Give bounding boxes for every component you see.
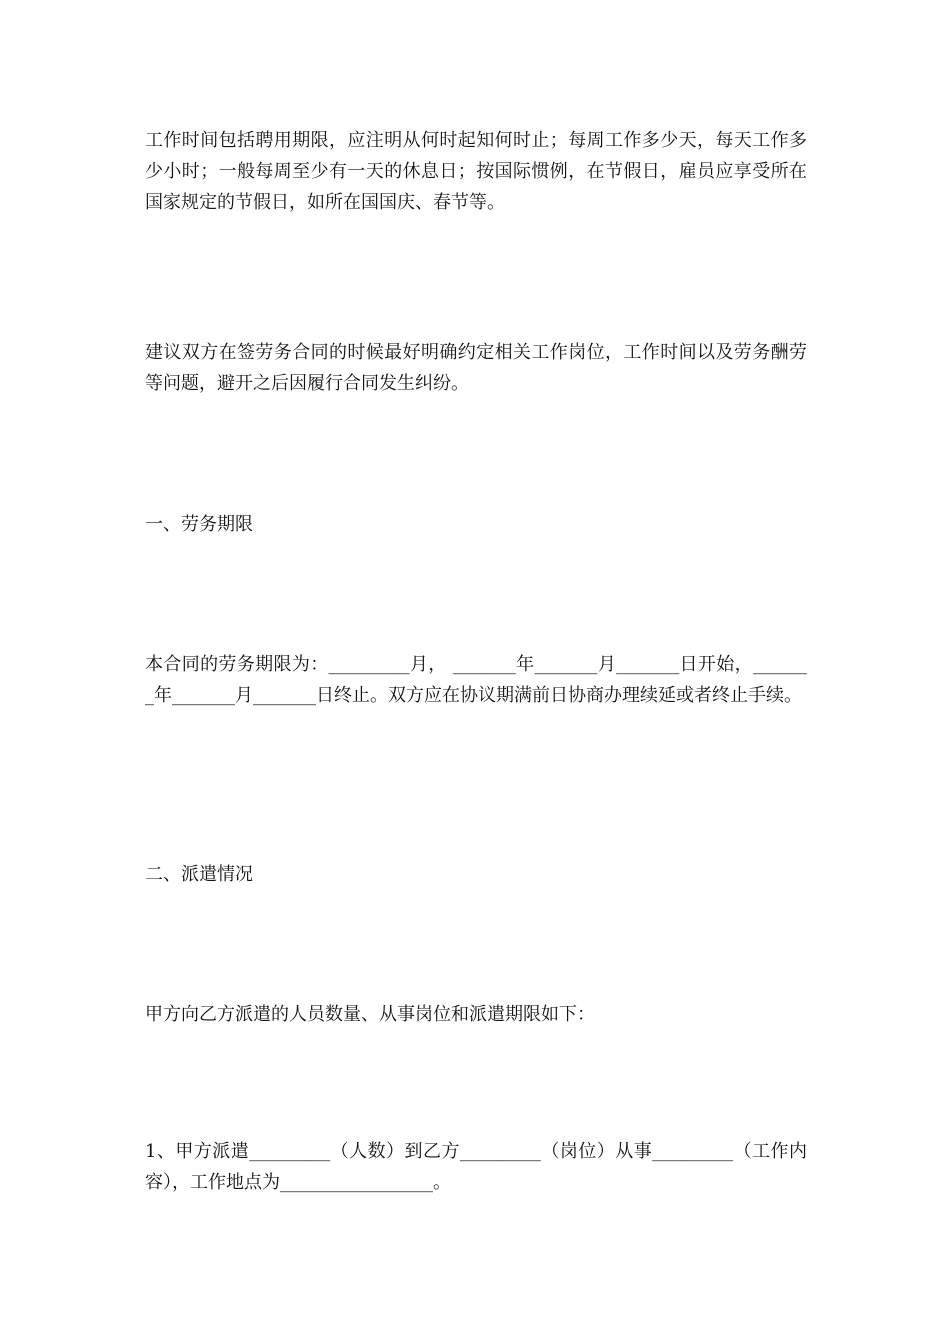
- paragraph-term-clause: 本合同的劳务期限为：_________月， _______年_______月_______日开始，_______年_______月_______日终止。双方应在协议期满前日协商办理续延或者终止手续。: [145, 654, 807, 706]
- section-heading-dispatch: 二、派遣情况: [145, 864, 253, 885]
- paragraph-working-hours: 工作时间包括聘用期限，应注明从何时起知何时止；每周工作多少天，每天工作多少小时；一般每周至少有一天的休息日；按国际惯例，在节假日，雇员应享受所在国家规定的节假日，如所在国国庆、春节等。: [145, 130, 807, 213]
- paragraph-advice: 建议双方在签劳务合同的时候最好明确约定相关工作岗位，工作时间以及劳务酬劳等问题，避开之后因履行合同发生纠纷。: [145, 342, 807, 394]
- paragraph-dispatch-item-1: 1、甲方派遣_________（人数）到乙方_________（岗位）从事_________（工作内容），工作地点为_________________。: [145, 1141, 807, 1193]
- paragraph-dispatch-intro: 甲方向乙方派遣的人员数量、从事岗位和派遣期限如下：: [145, 1004, 595, 1025]
- section-heading-labor-term: 一、劳务期限: [145, 514, 253, 535]
